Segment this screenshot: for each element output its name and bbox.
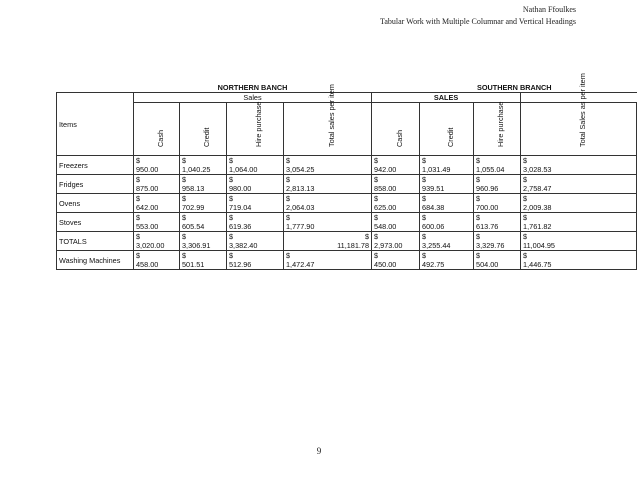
amount-value: 1,472.47	[286, 260, 315, 269]
value-cell	[420, 194, 474, 213]
table-row	[57, 213, 637, 232]
amount-value: 3,306.91	[182, 241, 211, 250]
currency-symbol: $	[182, 194, 187, 203]
currency-symbol: $	[286, 175, 291, 184]
currency-symbol: $	[476, 194, 481, 203]
value-cell	[180, 213, 227, 232]
value-cell	[134, 232, 180, 251]
amount-value: 1,446.75	[523, 260, 552, 269]
currency-symbol: $	[286, 194, 291, 203]
amount-value: 605.54	[182, 222, 205, 231]
amount-value: 613.76	[476, 222, 499, 231]
value-cell	[521, 232, 637, 251]
currency-symbol: $	[523, 194, 528, 203]
value-cell	[134, 213, 180, 232]
amount-value: 3,028.53	[523, 165, 552, 174]
value-cell	[134, 156, 180, 175]
value-cell	[180, 175, 227, 194]
currency-symbol: $	[136, 175, 141, 184]
amount-value: 3,020.00	[136, 241, 165, 250]
table-row	[57, 156, 637, 175]
northern-col-header-3: Total sales per item	[326, 84, 336, 147]
table-row	[57, 194, 637, 213]
value-cell	[521, 194, 637, 213]
amount-value: 684.38	[422, 203, 445, 212]
amount-value: 1,761.82	[523, 222, 552, 231]
value-cell	[284, 213, 372, 232]
amount-value: 642.00	[136, 203, 159, 212]
northern-branch-title: NORTHERN BANCH	[217, 83, 288, 92]
currency-symbol: $	[229, 232, 234, 241]
value-cell	[134, 251, 180, 270]
amount-value: 2,973.00	[374, 241, 403, 250]
currency-symbol: $	[286, 213, 291, 222]
southern-col-header-3: Total Sales as per item	[577, 73, 587, 147]
value-cell	[227, 251, 284, 270]
value-cell	[474, 156, 521, 175]
amount-value: 3,329.76	[476, 241, 505, 250]
value-cell	[521, 213, 637, 232]
currency-symbol: $	[523, 175, 528, 184]
amount-value: 2,813.13	[286, 184, 315, 193]
currency-symbol: $	[476, 175, 481, 184]
value-cell	[134, 194, 180, 213]
value-cell	[372, 156, 420, 175]
amount-value: 958.13	[182, 184, 205, 193]
currency-symbol: $	[374, 251, 379, 260]
amount-value: 11,004.95	[523, 241, 555, 250]
value-cell	[180, 156, 227, 175]
southern-col-header-1: Credit	[445, 127, 455, 147]
value-cell	[180, 194, 227, 213]
value-cell	[372, 175, 420, 194]
currency-symbol: $	[182, 213, 187, 222]
value-cell	[420, 232, 474, 251]
value-cell	[284, 251, 372, 270]
currency-symbol: $	[229, 251, 234, 260]
value-cell	[521, 175, 637, 194]
currency-symbol: $	[229, 156, 234, 165]
sales-subheader-row	[57, 93, 637, 103]
amount-value: 858.00	[374, 184, 397, 193]
amount-value: 1,040.25	[182, 165, 211, 174]
amount-value: 2,064.03	[286, 203, 315, 212]
northern-sales-header: Sales	[134, 93, 372, 103]
amount-value: 450.00	[374, 260, 397, 269]
amount-value: 980.00	[229, 184, 252, 193]
currency-symbol: $	[476, 156, 481, 165]
amount-value: 3,054.25	[286, 165, 315, 174]
amount-value: 700.00	[476, 203, 499, 212]
sales-table	[56, 73, 637, 270]
value-cell	[474, 213, 521, 232]
amount-value: 501.51	[182, 260, 205, 269]
currency-symbol: $	[523, 156, 528, 165]
amount-value: 492.75	[422, 260, 445, 269]
amount-value: 719.04	[229, 203, 252, 212]
value-cell	[474, 175, 521, 194]
value-cell	[474, 251, 521, 270]
branch-title-row	[57, 83, 637, 93]
value-cell	[474, 232, 521, 251]
value-cell	[134, 175, 180, 194]
value-cell	[372, 194, 420, 213]
amount-value: 950.00	[136, 165, 159, 174]
currency-symbol: $	[364, 232, 370, 241]
amount-value: 702.99	[182, 203, 205, 212]
currency-symbol: $	[422, 251, 427, 260]
southern-sales-header: SALES	[372, 93, 521, 103]
currency-symbol: $	[136, 251, 141, 260]
column-header-row	[57, 103, 637, 156]
value-cell	[180, 232, 227, 251]
currency-symbol: $	[374, 194, 379, 203]
value-cell	[227, 213, 284, 232]
document-subtitle: Tabular Work with Multiple Columnar and Vertical Headings	[379, 17, 576, 26]
amount-value: 1,777.90	[286, 222, 315, 231]
currency-symbol: $	[523, 213, 528, 222]
currency-symbol: $	[476, 251, 481, 260]
currency-symbol: $	[523, 232, 528, 241]
row-label: TOTALS	[57, 232, 134, 251]
amount-value: 3,382.40	[229, 241, 258, 250]
currency-symbol: $	[422, 194, 427, 203]
southern-branch-title: SOUTHERN BRANCH	[476, 83, 552, 92]
value-cell	[227, 232, 284, 251]
table-row	[57, 175, 637, 194]
currency-symbol: $	[523, 251, 528, 260]
currency-symbol: $	[286, 251, 291, 260]
amount-value: 625.00	[374, 203, 397, 212]
currency-symbol: $	[229, 194, 234, 203]
value-cell	[420, 251, 474, 270]
currency-symbol: $	[286, 156, 291, 165]
northern-col-header-0: Cash	[155, 129, 165, 147]
value-cell	[284, 175, 372, 194]
amount-value: 875.00	[136, 184, 159, 193]
currency-symbol: $	[229, 175, 234, 184]
value-cell	[521, 156, 637, 175]
value-cell	[521, 251, 637, 270]
currency-symbol: $	[422, 213, 427, 222]
amount-value: 2,009.38	[523, 203, 552, 212]
value-cell	[474, 194, 521, 213]
value-cell	[372, 251, 420, 270]
amount-value: 1,064.00	[229, 165, 258, 174]
value-cell	[420, 156, 474, 175]
currency-symbol: $	[422, 232, 427, 241]
amount-value: 1,031.49	[422, 165, 451, 174]
table-body	[57, 156, 637, 270]
currency-symbol: $	[476, 232, 481, 241]
items-header: Items	[57, 93, 134, 156]
currency-symbol: $	[374, 156, 379, 165]
currency-symbol: $	[136, 156, 141, 165]
currency-symbol: $	[182, 251, 187, 260]
value-cell	[372, 232, 420, 251]
amount-value: 11,181.78	[337, 241, 370, 250]
amount-value: 960.96	[476, 184, 499, 193]
page-number: 9	[316, 446, 322, 456]
currency-symbol: $	[136, 194, 141, 203]
amount-value: 942.00	[374, 165, 397, 174]
value-cell	[420, 213, 474, 232]
amount-value: 512.96	[229, 260, 252, 269]
northern-col-header-2: Hire purchase	[254, 101, 263, 147]
southern-col-header-0: Cash	[394, 129, 404, 147]
amount-value: 553.00	[136, 222, 159, 231]
amount-value: 619.36	[229, 222, 252, 231]
row-label: Fridges	[57, 175, 134, 194]
amount-value: 504.00	[476, 260, 499, 269]
northern-col-header-1: Credit	[202, 127, 211, 147]
value-cell	[180, 251, 227, 270]
amount-value: 458.00	[136, 260, 159, 269]
author-name: Nathan Ffoulkes	[522, 5, 576, 14]
currency-symbol: $	[229, 213, 234, 222]
value-cell	[284, 194, 372, 213]
row-label: Freezers	[57, 156, 134, 175]
value-cell	[372, 213, 420, 232]
table-row	[57, 232, 637, 251]
value-cell	[227, 194, 284, 213]
currency-symbol: $	[374, 175, 379, 184]
currency-symbol: $	[422, 156, 427, 165]
amount-value: 939.51	[422, 184, 445, 193]
value-cell	[284, 156, 372, 175]
value-cell	[227, 156, 284, 175]
currency-symbol: $	[182, 232, 187, 241]
amount-value: 2,758.47	[523, 184, 552, 193]
row-label: Washing Machines	[57, 251, 134, 270]
amount-value: 3,255.44	[422, 241, 451, 250]
row-label: Stoves	[57, 213, 134, 232]
value-cell	[227, 175, 284, 194]
currency-symbol: $	[374, 213, 379, 222]
currency-symbol: $	[182, 156, 187, 165]
currency-symbol: $	[182, 175, 187, 184]
southern-col-header-2: Hire purchase	[496, 101, 506, 147]
amount-value: 1,055.04	[476, 165, 505, 174]
amount-value: 600.06	[422, 222, 445, 231]
currency-symbol: $	[422, 175, 427, 184]
value-cell	[284, 232, 372, 251]
currency-symbol: $	[374, 232, 379, 241]
row-label: Ovens	[57, 194, 134, 213]
amount-value: 548.00	[374, 222, 397, 231]
table-row	[57, 251, 637, 270]
value-cell	[420, 175, 474, 194]
currency-symbol: $	[476, 213, 481, 222]
currency-symbol: $	[136, 213, 141, 222]
currency-symbol: $	[136, 232, 141, 241]
